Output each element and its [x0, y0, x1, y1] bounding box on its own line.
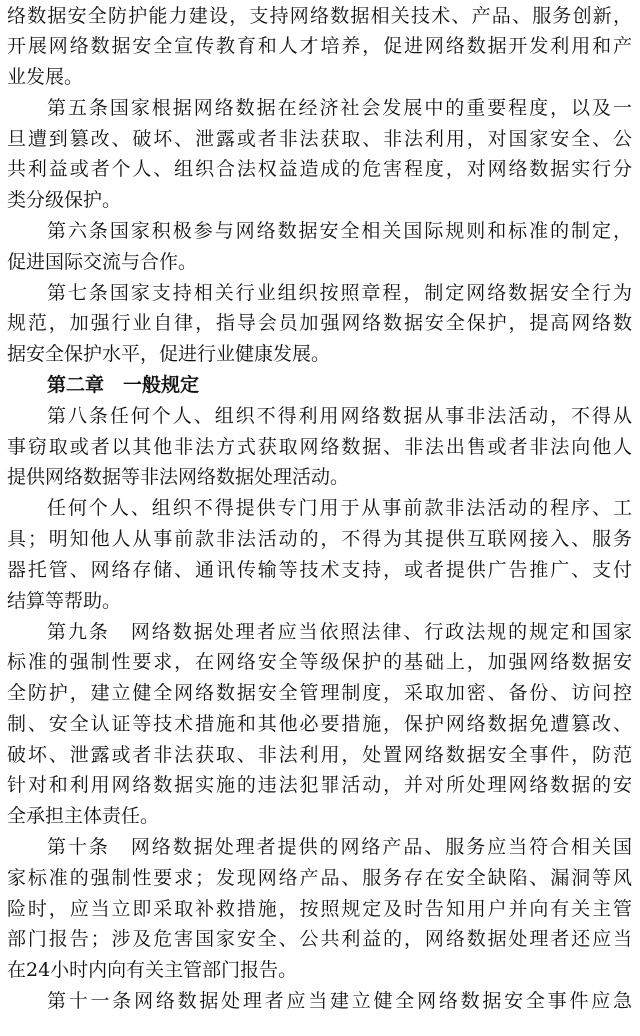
paragraph-line: 第九条 网络数据处理者应当依照法律、行政法规的规定和国家 [47, 620, 632, 643]
paragraph-line: 规范，加强行业自律，指导会员加强网络数据安全保护，提高网络数 [7, 312, 632, 335]
paragraph-line: 第五条国家根据网络数据在经济社会发展中的重要程度，以及一 [47, 96, 632, 119]
paragraph-line: 旦遭到篡改、破坏、泄露或者非法获取、非法利用，对国家安全、公 [7, 127, 632, 150]
paragraph-line: 险时，应当立即采取补救措施，按照规定及时告知用户并向有关主管 [7, 897, 632, 920]
paragraph [0, 493, 640, 616]
paragraph-line: 第十条 网络数据处理者提供的网络产品、服务应当符合相关国 [47, 836, 632, 859]
paragraph-line: 事窃取或者以其他非法方式获取网络数据、非法出售或者非法向他人 [7, 435, 632, 458]
paragraph-line: 全防护，建立健全网络数据安全管理制度，采取加密、备份、访问控 [7, 682, 632, 705]
paragraph-line: 第六条国家积极参与网络数据安全相关国际规则和标准的制定， [47, 220, 632, 243]
paragraph-line: 制、安全认证等技术措施和其他必要措施，保护网络数据免遭篡改、 [7, 712, 632, 735]
paragraph-line: 器托管、网络存储、通讯传输等技术支持，或者提供广告推广、支付 [7, 558, 632, 581]
paragraph-line: 标准的强制性要求，在网络安全等级保护的基础上，加强网络数据安 [7, 651, 632, 674]
paragraph [0, 617, 640, 833]
paragraph-line: 部门报告；涉及危害国家安全、公共利益的，网络数据处理者还应当 [7, 928, 632, 951]
paragraph-line: 在24小时内向有关主管部门报告。 [7, 959, 298, 982]
paragraph [0, 986, 640, 1017]
paragraph [0, 278, 640, 370]
paragraph-line: 类分级保护。 [7, 189, 122, 212]
paragraph-line: 全承担主体责任。 [7, 805, 160, 828]
chapter-heading-text: 第二章 一般规定 [47, 374, 200, 397]
paragraph-line: 第七条国家支持相关行业组织按照章程，制定网络数据安全行为 [47, 281, 632, 304]
paragraph-line: 提供网络数据等非法网络数据处理活动。 [7, 466, 350, 489]
paragraph [0, 216, 640, 278]
paragraph-line: 据安全保护水平，促进行业健康发展。 [7, 343, 331, 366]
paragraph-line: 第八条任何个人、组织不得利用网络数据从事非法活动，不得从 [47, 404, 632, 427]
paragraph [0, 832, 640, 986]
paragraph-line: 促进国际交流与合作。 [7, 250, 198, 273]
paragraph-line: 结算等帮助。 [7, 589, 122, 612]
paragraph-line: 业发展。 [7, 66, 84, 89]
paragraph-line: 针对和利用网络数据实施的违法犯罪活动，并对所处理网络数据的安 [7, 774, 632, 797]
paragraph [0, 401, 640, 493]
paragraph-line: 共利益或者个人、组织合法权益造成的危害程度，对网络数据实行分 [7, 158, 632, 181]
paragraph-line: 家标准的强制性要求；发现网络产品、服务存在安全缺陷、漏洞等风 [7, 866, 632, 889]
paragraph-line: 破坏、泄露或者非法获取、非法利用，处置网络数据安全事件，防范 [7, 743, 632, 766]
paragraph-line: 开展网络数据安全宣传教育和人才培养，促进网络数据开发利用和产 [7, 35, 632, 58]
paragraph-line: 第十一条网络数据处理者应当建立健全网络数据安全事件应急 [47, 990, 632, 1013]
paragraph [0, 1, 640, 93]
paragraph-line: 任何个人、组织不得提供专门用于从事前款非法活动的程序、工 [47, 497, 632, 520]
paragraph-line: 络数据安全防护能力建设，支持网络数据相关技术、产品、服务创新， [7, 4, 632, 27]
paragraph-line: 具；明知他人从事前款非法活动的，不得为其提供互联网接入、服务 [7, 528, 632, 551]
paragraph [0, 93, 640, 216]
chapter-heading [0, 370, 640, 401]
